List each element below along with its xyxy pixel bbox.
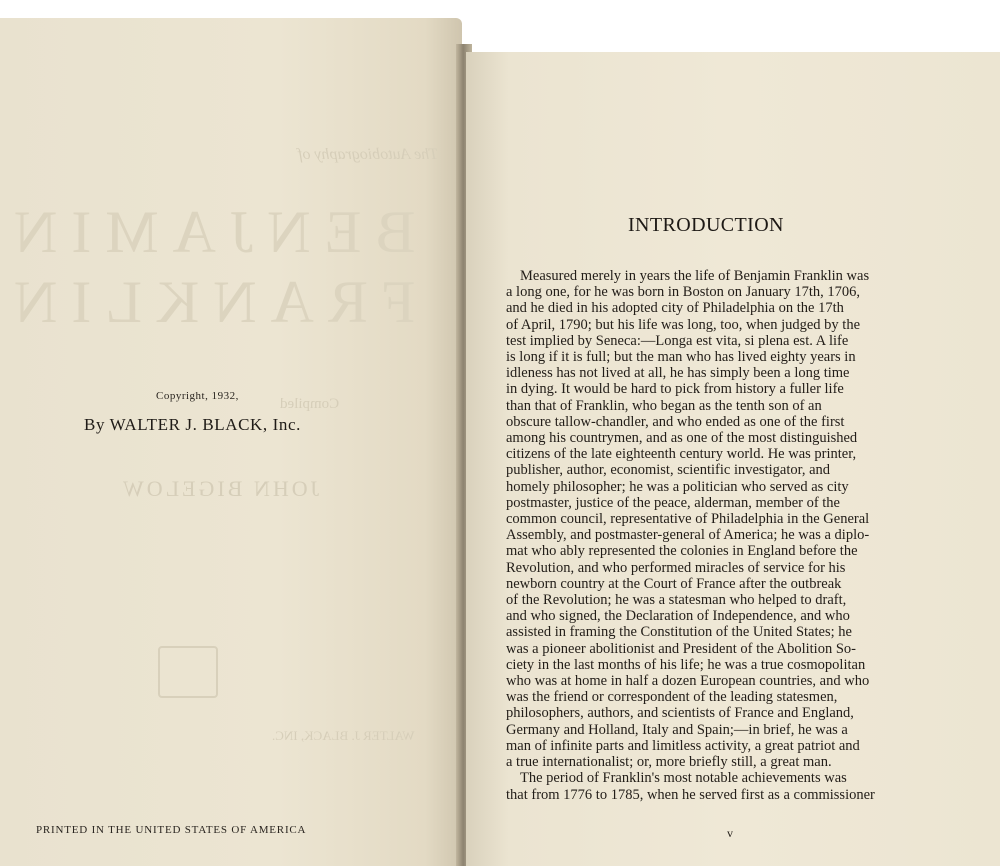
text-line: a true internationalist; or, more briefly still, a great man. xyxy=(506,754,832,771)
text-line: Measured merely in years the life of Benjamin Franklin was xyxy=(520,268,870,284)
text-line: test implied by Seneca:—Longa est vita, si plena est. A life xyxy=(506,332,849,349)
text-line: postmaster, justice of the peace, alderman, member of the xyxy=(506,494,840,511)
bleed-through-text: Compiled xyxy=(280,396,340,412)
text-line: Revolution, and who performed miracles of service for his xyxy=(506,559,846,576)
text-line: philosophers, authors, and scientists of France and England, xyxy=(506,705,854,722)
text-line: in dying. It would be hard to pick from history a fuller life xyxy=(506,381,844,398)
left-page xyxy=(0,18,462,866)
text-line: and who signed, the Declaration of Independence, and who xyxy=(506,608,850,625)
text-line: among his countrymen, and as one of the most distinguished xyxy=(506,430,858,447)
text-line: Germany and Holland, Italy and Spain;—in brief, he was a xyxy=(506,721,848,738)
text-line: homely philosopher; he was a politician who served as city xyxy=(506,478,849,495)
printed-in-notice: PRINTED IN THE UNITED STATES OF AMERICA xyxy=(36,824,307,836)
text-line: Assembly, and postmaster-general of America; he was a diplo- xyxy=(506,527,870,544)
text-line: mat who ably represented the colonies in England before the xyxy=(506,543,858,560)
text-line: assisted in framing the Constitution of the United States; he xyxy=(506,624,852,641)
text-line: ciety in the last months of his life; he was a true cosmopolitan xyxy=(506,656,866,673)
text-line: of the Revolution; he was a statesman who helped to draft, xyxy=(506,592,847,609)
text-line: idleness has not lived at all, he has simply been a long time xyxy=(506,365,850,382)
bleed-through-text: The Autobiography of xyxy=(298,146,439,163)
page-number: v xyxy=(727,826,733,840)
text-line: The period of Franklin's most notable achievements was xyxy=(520,770,847,787)
bleed-through-text: WALTER J. BLACK, INC. xyxy=(272,728,415,743)
text-line: was a pioneer abolitionist and President of the Abolition So- xyxy=(506,640,856,657)
text-line: newborn country at the Court of France after the outbreak xyxy=(506,575,842,592)
introduction-body xyxy=(506,268,962,803)
bleed-through-text: JOHN BIGELOW xyxy=(120,476,320,501)
text-line: publisher, author, economist, scientific investigator, and xyxy=(506,462,831,479)
bleed-through-text: BENJAMIN xyxy=(0,199,416,265)
text-line: man of infinite parts and limitless activity, a great patriot and xyxy=(506,737,860,754)
text-line: than that of Franklin, who began as the tenth son of an xyxy=(506,397,822,414)
text-line: that from 1776 to 1785, when he served first as a commissioner xyxy=(506,786,875,803)
text-line: of April, 1790; but his life was long, too, when judged by the xyxy=(506,316,861,333)
text-line: is long if it is full; but the man who has lived eighty years in xyxy=(506,349,856,366)
text-line: common council, representative of Philadelphia in the General xyxy=(506,511,870,528)
text-line: a long one, for he was born in Boston on January 17th, 1706, xyxy=(506,284,860,301)
text-line: citizens of the late eighteenth century world. He was printer, xyxy=(506,446,857,463)
text-line: and he died in his adopted city of Philadelphia on the 17th xyxy=(506,300,844,317)
text-line: obscure tallow-chandler, and who ended as one of the first xyxy=(506,413,845,430)
bleed-through-seal xyxy=(158,646,218,698)
publisher-name: By WALTER J. BLACK, Inc. xyxy=(84,415,301,434)
copyright-notice: Copyright, 1932, xyxy=(156,390,239,402)
bleed-through-text: FRANKLIN xyxy=(0,269,416,335)
chapter-title: INTRODUCTION xyxy=(628,214,784,236)
text-line: was the friend or correspondent of the leading statesmen, xyxy=(506,689,838,706)
text-line: who was at home in half a dozen European countries, and who xyxy=(506,673,870,690)
